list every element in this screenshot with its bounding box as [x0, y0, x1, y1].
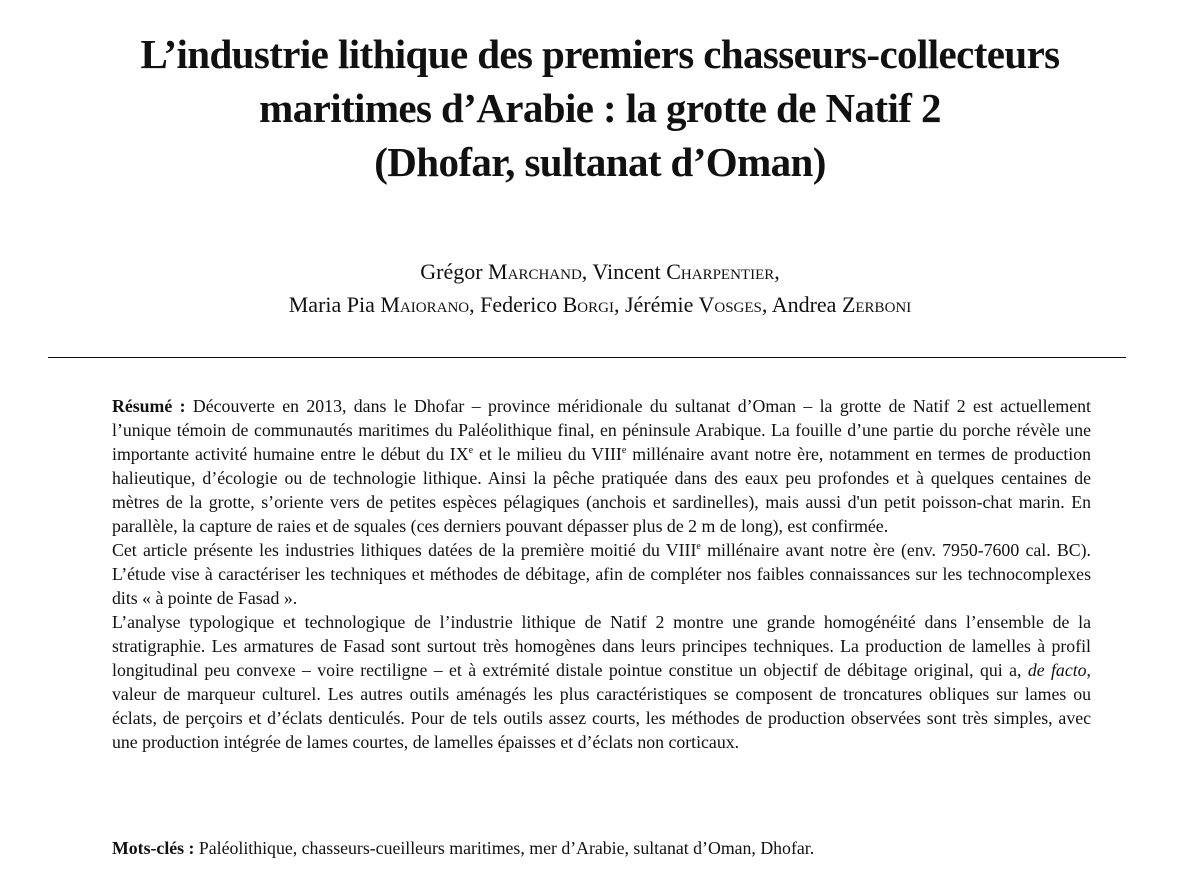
keywords-label: Mots-clés :	[112, 838, 195, 858]
author-name: Grégor Marchand	[420, 259, 582, 284]
abstract-paragraph-1: Résumé : Découverte en 2013, dans le Dhofar – province méridionale du sultanat d’Oman – la grotte de Natif 2 est actuellement l’unique témoin de communautés maritimes du Paléolithique final, en péninsule Arabique. La fouille d’une partie du porche révèle une importante activité humaine entre le début du IXe et le milieu du VIIIe millénaire avant notre ère, notamment en termes de production halieutique, d’écologie ou de technologie lithique. Ainsi la pêche pratiquée dans des eaux peu profondes et à quelques centaines de mètres de la grotte, s’oriente vers de petites espèces pélagiques (anchois et sardinelles), mais aussi d'un petit poisson-chat marin. En parallèle, la capture de raies et de squales (ces derniers pouvant dépasser plus de 2 m de long), est confirmée.	[112, 396, 1092, 536]
author-name: Jérémie Vosges	[624, 292, 762, 317]
author-line-1: Grégor Marchand, Vincent Charpentier,	[420, 259, 780, 284]
title-line-2: maritimes d’Arabie : la grotte de Natif 2	[259, 85, 941, 131]
author-line-2: Maria Pia Maiorano, Federico Borgi, Jérémie Vosges, Andrea Zerboni	[288, 292, 912, 317]
author-list	[60, 255, 1140, 321]
keywords-text: Paléolithique, chasseurs-cueilleurs maritimes, mer d’Arabie, sultanat d’Oman, Dhofar.	[194, 838, 815, 858]
keywords	[112, 836, 1091, 860]
abstract-paragraph-2: Cet article présente les industries lithiques datées de la première moitié du VIIIe millénaire avant notre ère (env. 7950-7600 cal. BC). L’étude vise à caractériser les techniques et méthodes de débitage, afin de compléter nos faibles connaissances sur les technocomplexes dits « à pointe de Fasad ».	[112, 540, 1091, 608]
abstract-paragraph-3: L’analyse typologique et technologique de l’industrie lithique de Natif 2 montre une grande homogénéité dans l’ensemble de la stratigraphie. Les armatures de Fasad sont surtout très homogènes dans leurs principes techniques. La production de lamelles à profil longitudinal peu convexe – voire rectiligne – et à extrémité distale pointue constitue un objectif de débitage original, qui a, de facto, valeur de marqueur culturel. Les autres outils aménagés les plus caractéristiques se composent de troncatures obliques sur lames ou éclats, de perçoirs et d’éclats denticulés. Pour de tels outils assez courts, les méthodes de production observées sont très simples, avec une production intégrée de lames courtes, de lamelles épaisses et d’éclats non corticaux.	[112, 612, 1091, 752]
title-line-3: (Dhofar, sultanat d’Oman)	[374, 139, 826, 185]
author-name: Federico Borgi	[480, 292, 614, 317]
abstract	[112, 394, 1091, 754]
author-name: Maria Pia Maiorano	[288, 292, 470, 317]
author-name: Vincent Charpentier	[592, 259, 775, 284]
title-line-1: L’industrie lithique des premiers chasseurs-collecteurs	[140, 31, 1060, 77]
horizontal-rule	[48, 357, 1126, 358]
abstract-label: Résumé :	[112, 396, 186, 416]
author-name: Andrea Zerboni	[771, 292, 912, 317]
paper-title	[60, 27, 1140, 189]
